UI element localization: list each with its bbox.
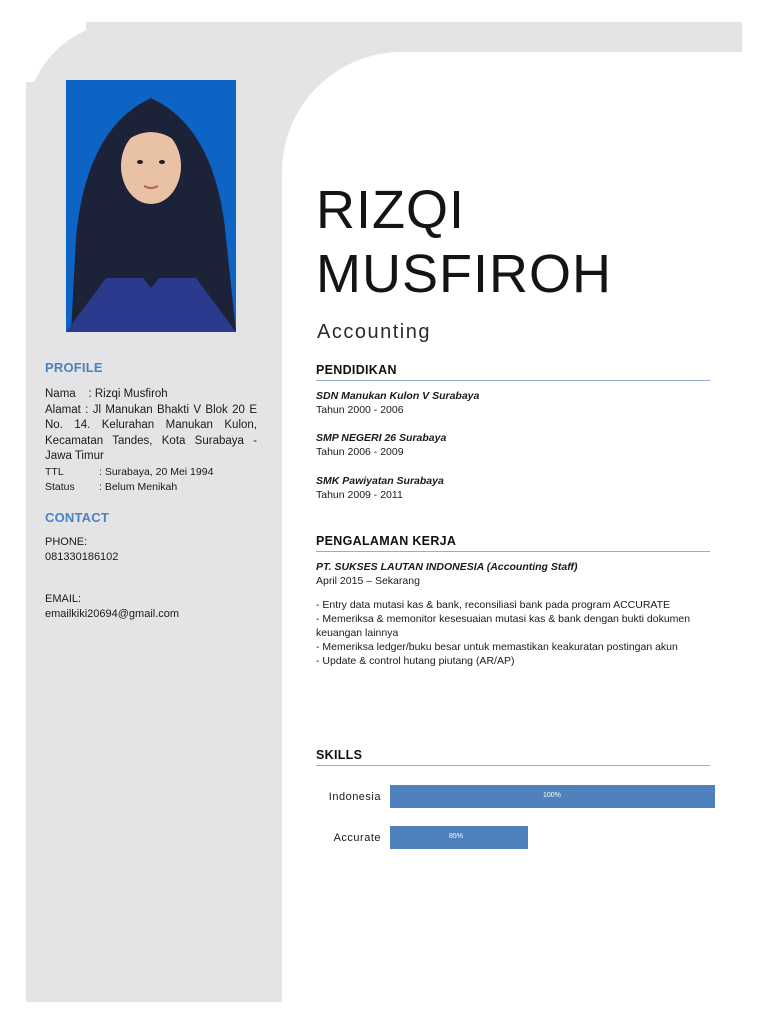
profile-ttl-row bbox=[45, 465, 257, 480]
skill-bar-track bbox=[390, 826, 715, 849]
skill-row-accurate bbox=[316, 826, 716, 849]
full-name bbox=[316, 178, 612, 306]
school-year: Tahun 2006 - 2009 bbox=[316, 446, 404, 458]
name-last: MUSFIROH bbox=[316, 244, 612, 304]
phone-number[interactable]: 081330186102 bbox=[45, 551, 119, 563]
school-name: SMK Pawiyatan Surabaya bbox=[316, 475, 444, 487]
job-duties bbox=[316, 598, 710, 668]
education-item bbox=[316, 474, 710, 502]
email-label: EMAIL: bbox=[45, 593, 82, 605]
duty-item: - Memeriksa & memonitor kesesuaian mutasi kas & bank dengan bukti dokumen keuangan lainnya bbox=[316, 613, 691, 639]
ttl-label: TTL bbox=[45, 465, 64, 478]
skill-row-indonesia bbox=[316, 785, 716, 808]
skills-heading: SKILLS bbox=[316, 748, 710, 766]
experience-section bbox=[316, 534, 710, 668]
contact-heading: CONTACT bbox=[45, 510, 109, 525]
duty-item: - Memeriksa ledger/buku besar untuk memastikan keakuratan postingan akun bbox=[316, 641, 678, 653]
education-heading: PENDIDIKAN bbox=[316, 363, 710, 381]
school-year: Tahun 2009 - 2011 bbox=[316, 489, 403, 501]
status-label: Status bbox=[45, 480, 75, 493]
ttl-value: : Surabaya, 20 Mei 1994 bbox=[99, 465, 214, 478]
job-entry bbox=[316, 560, 710, 668]
name-first: RIZQI bbox=[316, 180, 465, 240]
status-value: : Belum Menikah bbox=[99, 480, 178, 493]
right-edge bbox=[742, 52, 768, 1024]
duty-item: - Update & control hutang piutang (AR/AP) bbox=[316, 655, 515, 667]
skill-label: Accurate bbox=[333, 831, 381, 844]
profile-section bbox=[45, 360, 257, 495]
bottom-edge bbox=[282, 1002, 768, 1024]
skill-bar-track bbox=[390, 785, 715, 808]
contact-section bbox=[45, 510, 257, 622]
email-address[interactable]: emailkiki20694@gmail.com bbox=[45, 608, 180, 620]
skills-section bbox=[316, 748, 710, 766]
education-section bbox=[316, 363, 710, 502]
school-year: Tahun 2000 - 2006 bbox=[316, 404, 404, 416]
profile-photo bbox=[66, 80, 236, 332]
job-role: Accounting bbox=[317, 321, 431, 343]
profile-status-row bbox=[45, 480, 257, 495]
job-period: April 2015 – Sekarang bbox=[316, 575, 420, 587]
skill-value: 85% bbox=[449, 833, 464, 840]
education-item bbox=[316, 431, 710, 459]
company-title: PT. SUKSES LAUTAN INDONESIA (Accounting Staff) bbox=[316, 561, 578, 573]
profile-nama: Nama : Rizqi Musfiroh bbox=[45, 388, 168, 400]
experience-heading: PENGALAMAN KERJA bbox=[316, 534, 710, 552]
school-name: SMP NEGERI 26 Surabaya bbox=[316, 432, 447, 444]
person-photo-illustration bbox=[66, 88, 236, 332]
school-name: SDN Manukan Kulon V Surabaya bbox=[316, 390, 480, 402]
duty-item: - Entry data mutasi kas & bank, reconsiliasi bank pada program ACCURATE bbox=[316, 599, 671, 611]
education-item bbox=[316, 389, 710, 417]
skill-value: 100% bbox=[543, 792, 561, 799]
profile-heading: PROFILE bbox=[45, 360, 103, 375]
profile-alamat: Alamat : Jl Manukan Bhakti V Blok 20 E No. 14. Kelurahan Manukan Kulon, Kecamatan Tandes, Kota Surabaya - Jawa Timur bbox=[45, 403, 257, 462]
phone-label: PHONE: bbox=[45, 536, 88, 548]
skill-label: Indonesia bbox=[328, 790, 381, 803]
